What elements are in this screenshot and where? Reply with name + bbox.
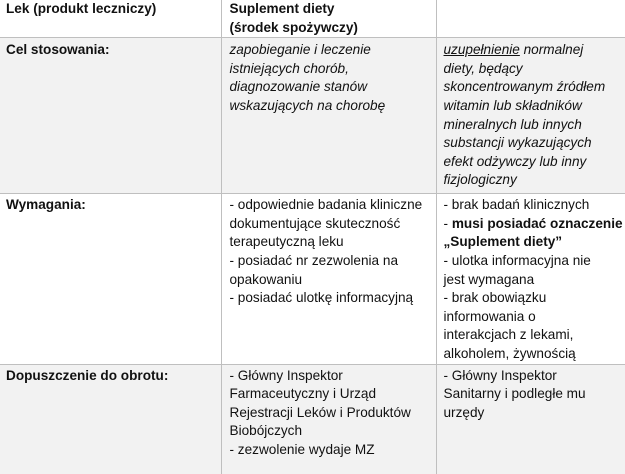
row-label-cell [0,38,221,194]
dopuszczenie-suplement-line: Sanitarny i podległe mu [444,385,625,404]
dopuszczenie-lek-line: Biobójczych [230,422,436,441]
wymagania-lek-line: - posiadać nr zezwolenia na [230,252,436,271]
wymagania-suplement-line: informowania o [444,308,625,327]
wymagania-lek-line: - odpowiednie badania kliniczne [230,196,436,215]
cel-lek-cell [221,38,436,194]
header-cell-lek [0,0,221,38]
header-cell-empty [436,0,625,38]
wymagania-lek-line: - posiadać ulotkę informacyjną [230,289,436,308]
wymagania-suplement-cell [436,194,625,364]
header-suplement-line2: (środek spożywczy) [230,19,436,38]
dopuszczenie-suplement-line: - Główny Inspektor [444,367,625,386]
cel-suplement-line: witamin lub składników [444,97,625,116]
table-header-row [0,0,625,38]
wymagania-suplement-line: jest wymagana [444,271,625,290]
wymagania-suplement-line: alkoholem, żywnością [444,345,625,364]
header-suplement-line1: Suplement diety [230,0,436,19]
cel-lek-line: istniejących chorób, [230,60,436,79]
cel-suplement-line: substancji wykazujących [444,134,625,153]
cel-suplement-first-rest: normalnej [520,42,583,57]
wymagania-lek-line: terapeutyczną leku [230,233,436,252]
wymagania-suplement-line: - brak badań klinicznych [444,196,625,215]
wymagania-suplement-bold-text: musi posiadać oznaczenie [452,216,623,231]
dopuszczenie-lek-line: Rejestracji Leków i Produktów [230,404,436,423]
cel-lek-line: zapobieganie i leczenie [230,41,436,60]
table-row-wymagania [0,194,625,364]
dopuszczenie-lek-line: Farmaceutyczny i Urząd [230,385,436,404]
cel-suplement-line: skoncentrowanym źródłem [444,78,625,97]
header-lek-label: Lek (produkt leczniczy) [6,0,221,19]
cel-suplement-line: efekt odżywczy lub inny [444,153,625,172]
wymagania-suplement-line: - ulotka informacyjna nie [444,252,625,271]
wymagania-suplement-bold-line [444,215,625,234]
cel-suplement-line: mineralnych lub innych [444,116,625,135]
header-cell-suplement [221,0,436,38]
row-label-cell [0,194,221,364]
cel-suplement-cell [436,38,625,194]
wymagania-lek-cell [221,194,436,364]
cel-suplement-first-line [444,41,625,60]
wymagania-suplement-dash: - [444,216,452,231]
dopuszczenie-lek-line: - Główny Inspektor [230,367,436,386]
wymagania-suplement-label-text: „Suplement diety” [444,233,625,252]
dopuszczenie-suplement-line: urzędy [444,404,625,423]
wymagania-lek-line: opakowaniu [230,271,436,290]
wymagania-suplement-line: - brak obowiązku [444,289,625,308]
dopuszczenie-lek-line: - zezwolenie wydaje MZ [230,441,436,460]
row-label-wymagania: Wymagania: [6,197,86,212]
cel-lek-line: wskazujących na chorobę [230,97,436,116]
row-label-dopuszczenie: Dopuszczenie do obrotu: [6,368,168,383]
cel-lek-line: diagnozowanie stanów [230,78,436,97]
wymagania-suplement-line: interakcjach z lekami, [444,326,625,345]
table-row-cel-stosowania [0,38,625,194]
cel-suplement-line: fizjologiczny [444,171,625,190]
cel-suplement-line: diety, będący [444,60,625,79]
cel-suplement-underlined-word: uzupełnienie [444,42,520,57]
wymagania-lek-line: dokumentujące skuteczność [230,215,436,234]
row-label-cel: Cel stosowania: [6,42,110,57]
